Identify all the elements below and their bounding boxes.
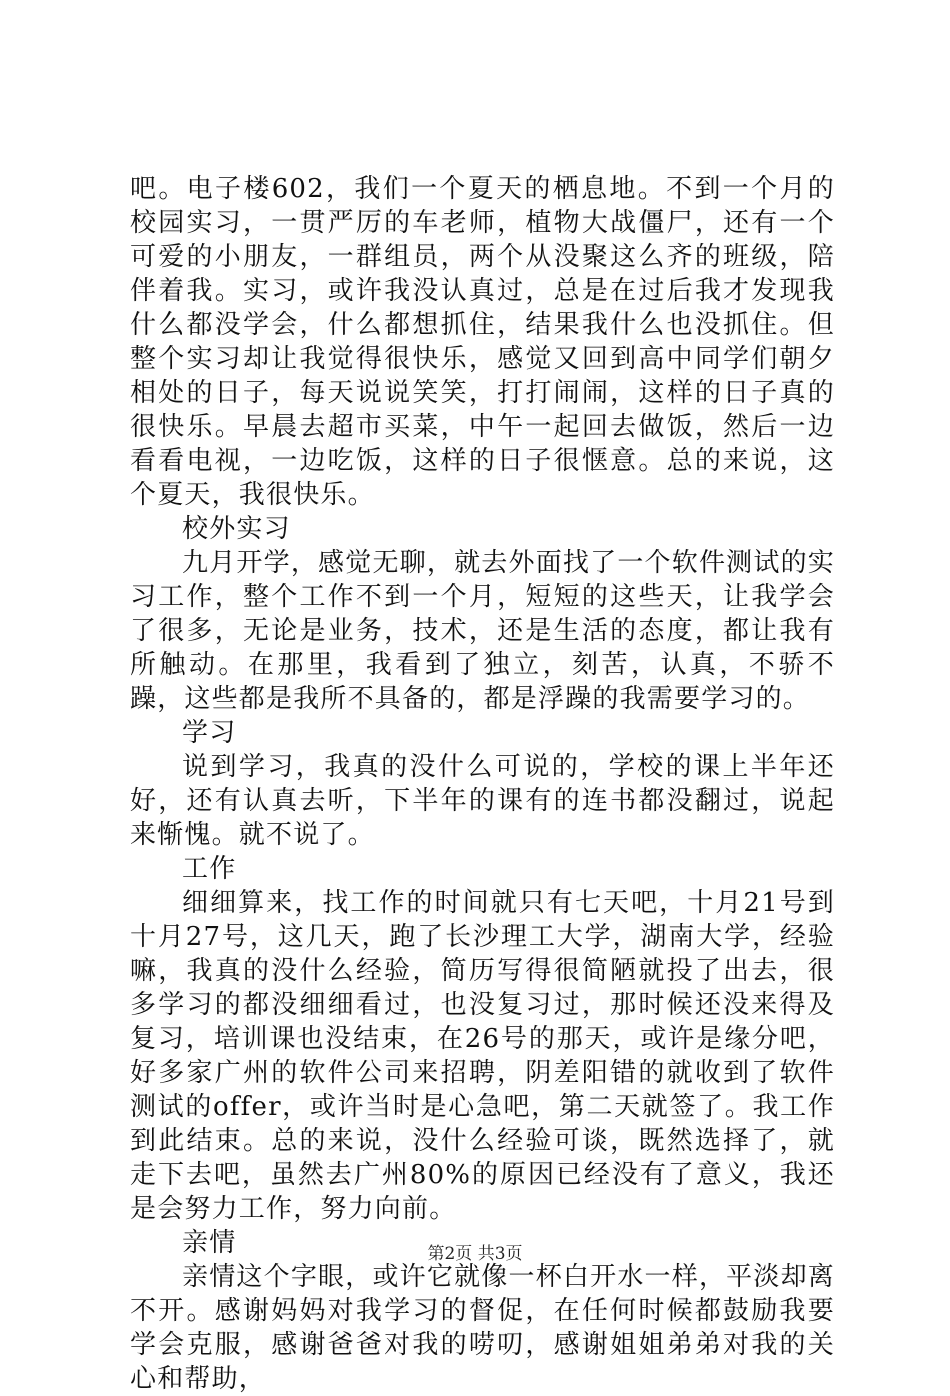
paragraph-family: 亲情这个字眼，或许它就像一杯白开水一样，平淡却离不开。感谢妈妈对我学习的督促，在任何时候都鼓励我要学会克服，感谢爸爸对我的唠叨，感谢姐姐弟弟对我的关心和帮助， <box>130 1262 835 1394</box>
section-heading-family: 亲情 <box>182 1228 237 1258</box>
paragraph-study: 说到学习，我真的没什么可说的，学校的课上半年还好，还有认真去听，下半年的课有的连书都没翻过，说起来惭愧。就不说了。 <box>130 752 835 850</box>
paragraph-work: 细细算来，找工作的时间就只有七天吧，十月21号到十月27号，这几天，跑了长沙理工大学，湖南大学，经验嘛，我真的没什么经验，简历写得很简陋就投了出去，很多学习的都没细细看过，也没复习过，那时候还没来得及复习，培训课也没结束，在26号的那天，或许是缘分吧，好多家广州的软件公司来招聘，阴差阳错的就收到了软件测试的offer，或许当时是心急吧，第二天就签了。我工作到此结束。总的来说，没什么经验可谈，既然选择了，就走下去吧，虽然去广州80%的原因已经没有了意义，我还是会努力工作，努力向前。 <box>130 888 835 1224</box>
section-heading-work: 工作 <box>182 854 237 884</box>
section-heading-study: 学习 <box>182 718 237 748</box>
page-number-footer: 第2页 共3页 <box>427 1244 523 1264</box>
document-body <box>130 172 835 1396</box>
paragraph-summer-internship: 吧。电子楼602，我们一个夏天的栖息地。不到一个月的校园实习，一贯严厉的车老师，植物大战僵尸，还有一个可爱的小朋友，一群组员，两个从没聚这么齐的班级，陪伴着我。实习，或许我没认真过，总是在过后我才发现我什么都没学会，什么都想抓住，结果我什么也没抓住。但整个实习却让我觉得很快乐，感觉又回到高中同学们朝夕相处的日子，每天说说笑笑，打打闹闹，这样的日子真的很快乐。早晨去超市买菜，中午一起回去做饭，然后一边看看电视，一边吃饭，这样的日子很惬意。总的来说，这个夏天，我很快乐。 <box>130 174 835 510</box>
section-heading-external-internship: 校外实习 <box>182 514 291 544</box>
paragraph-external-internship: 九月开学，感觉无聊，就去外面找了一个软件测试的实习工作，整个工作不到一个月，短短的这些天，让我学会了很多，无论是业务，技术，还是生活的态度，都让我有所触动。在那里，我看到了独立，刻苦，认真，不骄不躁，这些都是我所不具备的，都是浮躁的我需要学习的。 <box>130 548 835 714</box>
